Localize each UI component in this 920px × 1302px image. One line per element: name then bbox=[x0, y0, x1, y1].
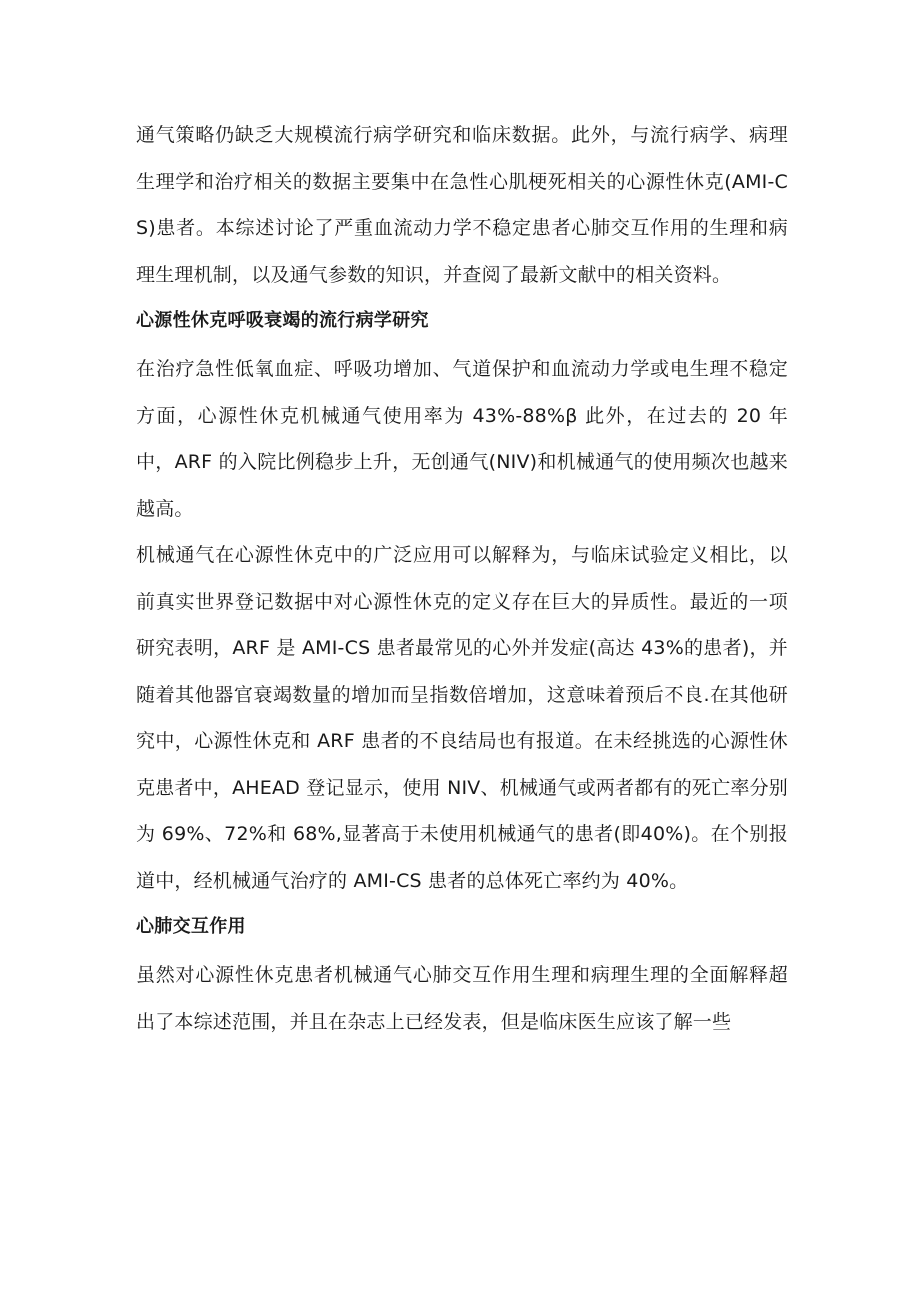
paragraph-intro: 通气策略仍缺乏大规模流行病学研究和临床数据。此外，与流行病学、病理生理学和治疗相关的数据主要集中在急性心肌梗死相关的心源性休克(AMI-CS)患者。本综述讨论了严重血流动力学不稳定患者心肺交互作用的生理和病理生理机制，以及通气参数的知识，并查阅了最新文献中的相关资料。 bbox=[136, 124, 788, 286]
paragraph-heart-lung: 虽然对心源性休克患者机械通气心肺交互作用生理和病理生理的全面解释超出了本综述范围，并且在杂志上已经发表，但是临床医生应该了解一些 bbox=[136, 964, 788, 1033]
section-heading-heart-lung-interaction: 心肺交互作用 bbox=[136, 916, 246, 937]
section-heading-epidemiology: 心源性休克呼吸衰竭的流行病学研究 bbox=[136, 310, 429, 331]
paragraph-mortality: 机械通气在心源性休克中的广泛应用可以解释为，与临床试验定义相比，以前真实世界登记数据中对心源性休克的定义存在巨大的异质性。最近的一项研究表明，ARF 是 AMI-CS 患者最常见的心外并发症(高达 43%的患者)，并随着其他器官衰竭数量的增加而呈指数倍增加，这意味着预后不良.在其他研究中，心源性休克和 ARF 患者的不良结局也有报道。在未经挑选的心源性休克患者中，AHEAD 登记显示，使用 NIV、机械通气或两者都有的死亡率分别为 69%、72%和 68%,显著高于未使用机械通气的患者(即40%)。在个别报道中，经机械通气治疗的 AMI-CS 患者的总体死亡率约为 40%。 bbox=[136, 544, 788, 892]
document-page bbox=[136, 112, 788, 1045]
paragraph-ventilation-usage: 在治疗急性低氧血症、呼吸功增加、气道保护和血流动力学或电生理不稳定方面，心源性休克机械通气使用率为 43%-88%β 此外，在过去的 20 年中，ARF 的入院比例稳步上升，无创通气(NIV)和机械通气的使用频次也越来越高。 bbox=[136, 358, 788, 520]
